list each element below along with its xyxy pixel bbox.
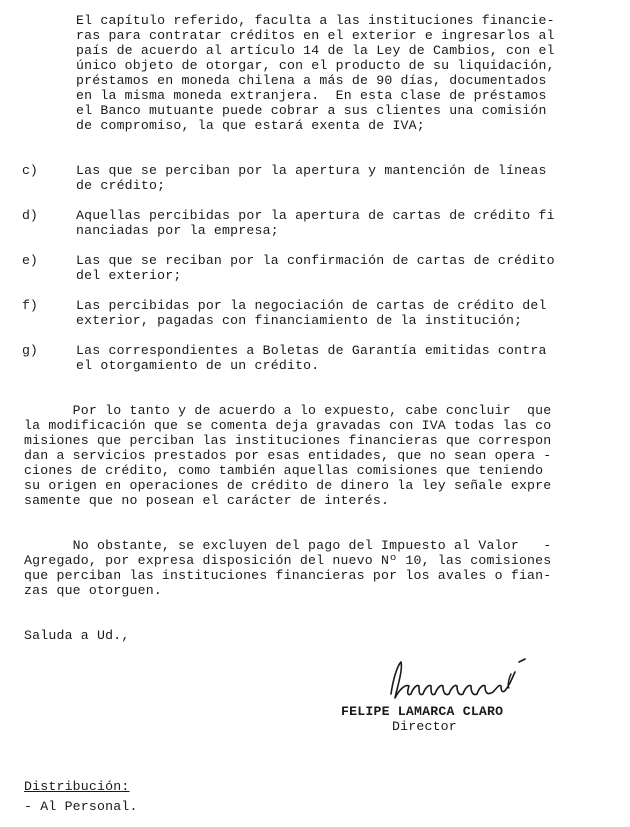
list-item-letter: g) bbox=[22, 343, 38, 358]
paragraph-line: único objeto de otorgar, con el producto de su liquidación, bbox=[76, 58, 555, 73]
list-item-line: del exterior; bbox=[76, 268, 182, 283]
list-item-text bbox=[76, 343, 547, 373]
list-item-line: nanciadas por la empresa; bbox=[76, 223, 279, 238]
paragraph-line: dan a servicios prestados por esas entidades, que no sean opera - bbox=[24, 448, 552, 463]
signatory-name: FELIPE LAMARCA CLARO bbox=[341, 704, 504, 719]
paragraph-line: de compromiso, la que estará exenta de IVA; bbox=[76, 118, 425, 133]
list-item-text bbox=[76, 163, 547, 193]
distribution-recipient: - Al Personal. bbox=[24, 799, 138, 814]
list-item-line: Las que se reciban por la confirmación de cartas de crédito bbox=[76, 253, 555, 268]
handwritten-signature bbox=[385, 658, 555, 706]
paragraph-line: ras para contratar créditos en el exterior e ingresarlos al bbox=[76, 28, 555, 43]
list-item-line: Aquellas percibidas por la apertura de cartas de crédito fi bbox=[76, 208, 555, 223]
signatory-title: Director bbox=[392, 719, 457, 734]
list-item-line: exterior, pagadas con financiamiento de la institución; bbox=[76, 313, 523, 328]
paragraph-line: en la misma moneda extranjera. En esta clase de préstamos bbox=[76, 88, 547, 103]
closing-line: Saluda a Ud., bbox=[24, 628, 130, 643]
distribution-section bbox=[24, 779, 138, 814]
paragraph-line: su origen en operaciones de crédito de dinero la ley señale expre bbox=[24, 478, 552, 493]
list-item-letter: e) bbox=[22, 253, 38, 268]
paragraph-line: samente que no posean el carácter de interés. bbox=[24, 493, 390, 508]
paragraph-line: ciones de crédito, como también aquellas comisiones que teniendo bbox=[24, 463, 544, 478]
signature-block bbox=[341, 704, 503, 719]
list-item-text bbox=[76, 253, 555, 283]
list-item-line: Las que se perciban por la apertura y mantención de líneas bbox=[76, 163, 547, 178]
paragraph-line: la modificación que se comenta deja gravadas con IVA todas las co bbox=[24, 418, 552, 433]
list-item-line: Las percibidas por la negociación de cartas de crédito del bbox=[76, 298, 547, 313]
paragraph-line: El capítulo referido, faculta a las instituciones financie- bbox=[76, 13, 555, 28]
list-item-letter: c) bbox=[22, 163, 38, 178]
list-item-line: el otorgamiento de un crédito. bbox=[76, 358, 320, 373]
paragraph-line: que perciban las instituciones financieras por los avales o fian- bbox=[24, 568, 552, 583]
list-item-line: Las correspondientes a Boletas de Garantía emitidas contra bbox=[76, 343, 547, 358]
paragraph-line: el Banco mutuante puede cobrar a sus clientes una comisión bbox=[76, 103, 547, 118]
list-item-text bbox=[76, 298, 547, 328]
paragraph-line: misiones que perciban las instituciones financieras que correspon bbox=[24, 433, 552, 448]
exclusion-paragraph bbox=[24, 538, 551, 598]
intro-paragraph bbox=[76, 13, 555, 133]
list-item-letter: f) bbox=[22, 298, 38, 313]
conclusion-paragraph bbox=[24, 403, 551, 508]
signatory-title-block bbox=[392, 719, 457, 734]
paragraph-line: Agregado, por expresa disposición del nuevo Nº 10, las comisiones bbox=[24, 553, 552, 568]
paragraph-line: Por lo tanto y de acuerdo a lo expuesto, cabe concluir que bbox=[24, 403, 552, 418]
paragraph-line: zas que otorguen. bbox=[24, 583, 162, 598]
distribution-heading: Distribución: bbox=[24, 779, 130, 794]
closing-greeting bbox=[24, 628, 129, 643]
paragraph-line: No obstante, se excluyen del pago del Impuesto al Valor - bbox=[24, 538, 552, 553]
list-item-line: de crédito; bbox=[76, 178, 166, 193]
list-item-text bbox=[76, 208, 555, 238]
list-item-letter: d) bbox=[22, 208, 38, 223]
paragraph-line: préstamos en moneda chilena a más de 90 días, documentados bbox=[76, 73, 547, 88]
paragraph-line: país de acuerdo al artículo 14 de la Ley de Cambios, con el bbox=[76, 43, 555, 58]
